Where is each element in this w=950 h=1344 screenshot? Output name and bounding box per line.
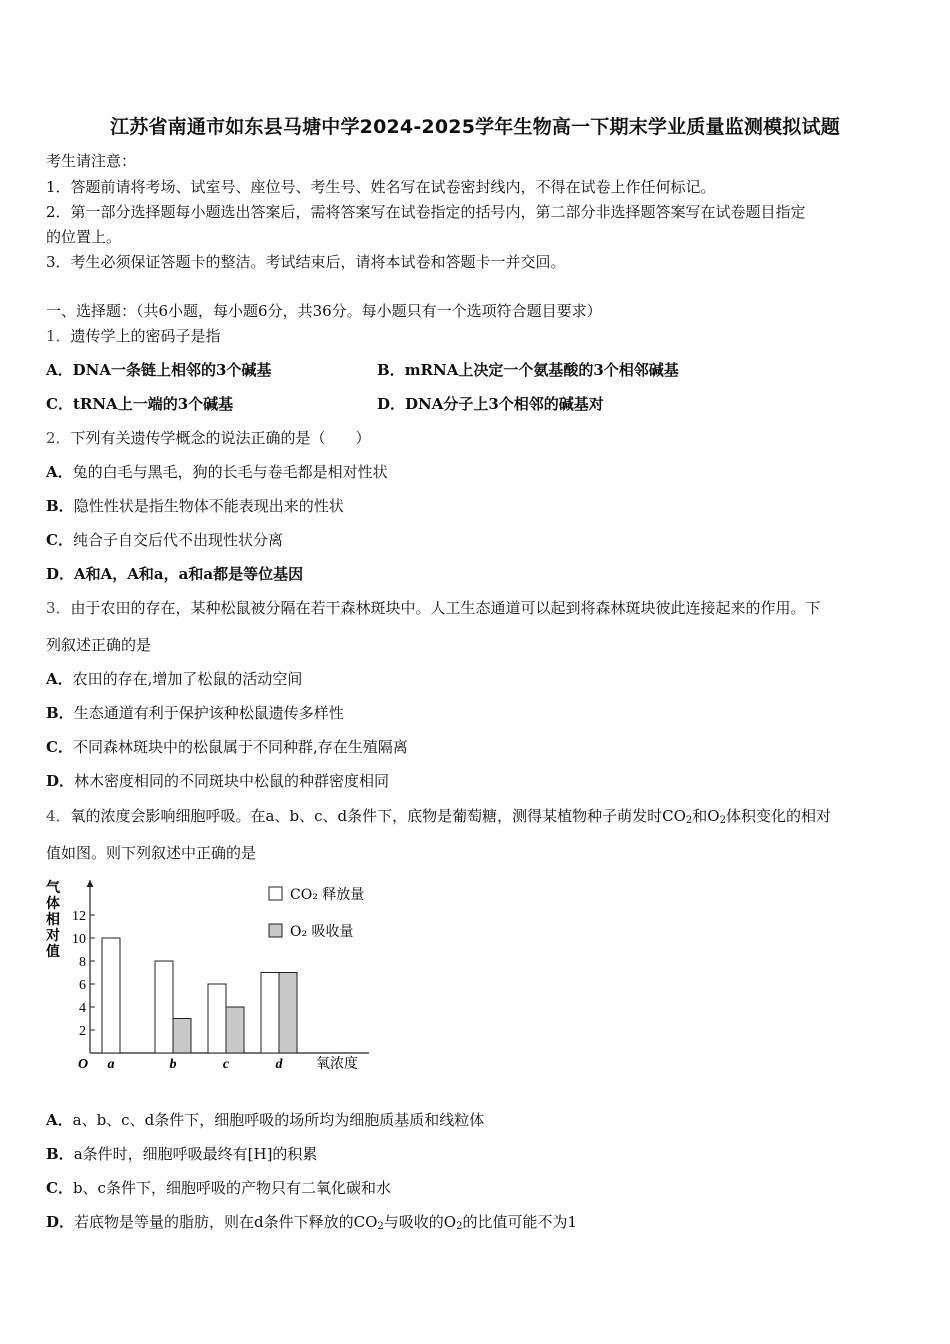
option-d	[46, 1212, 577, 1232]
option-text: 若底物是等量的脂肪，则在d条件下释放的CO	[74, 1213, 378, 1231]
option-label: D．	[46, 1213, 75, 1231]
notice-item: 的位置上。	[46, 228, 122, 246]
question-number: 3．	[46, 599, 71, 617]
option-label: A．	[46, 1111, 73, 1129]
option-label: C．	[46, 1179, 73, 1197]
option-text: 生态通道有利于保护该种松鼠遗传多样性	[73, 704, 344, 722]
legend-label: CO₂ 释放量	[290, 887, 365, 903]
co2-bar	[261, 973, 279, 1054]
bar-chart	[44, 872, 384, 1077]
question-stem-cont: 值如图。则下列叙述中正确的是	[46, 844, 257, 862]
option-a	[46, 462, 388, 482]
o2-bar	[226, 1007, 244, 1053]
y-axis-label-char: 体	[46, 896, 60, 912]
option-text: 农田的存在,增加了松鼠的活动空间	[72, 670, 303, 688]
question-stem: 和O	[692, 807, 720, 825]
y-tick-label: 8	[79, 955, 86, 970]
option-label: D．	[377, 395, 406, 413]
option-label: B．	[46, 497, 74, 515]
y-tick-label: 6	[79, 978, 86, 993]
option-text: a、b、c、d条件下，细胞呼吸的场所均为细胞质基质和线粒体	[72, 1111, 485, 1129]
option-label: D．	[46, 772, 75, 790]
co2-bar	[155, 961, 173, 1053]
x-tick-label: b	[169, 1057, 177, 1072]
subscript: 2	[456, 1221, 463, 1232]
section-heading: 一、选择题：（共6小题，每小题6分，共36分。每小题只有一个选项符合题目要求）	[46, 302, 602, 320]
option-label: A．	[46, 361, 73, 379]
subscript: 2	[377, 1221, 384, 1232]
o2-bar	[173, 1019, 191, 1054]
option-text: 与吸收的O	[383, 1213, 457, 1231]
question-1	[46, 326, 221, 346]
option-label: A．	[46, 463, 73, 481]
option-text: b、c条件下，细胞呼吸的产物只有二氧化碳和水	[72, 1179, 391, 1197]
question-number: 4．	[46, 807, 71, 825]
option-label: C．	[46, 531, 73, 549]
option-d	[377, 394, 604, 414]
option-b	[377, 360, 679, 380]
option-text: a条件时，细胞呼吸最终有[H]的积累	[73, 1145, 318, 1163]
origin-label: O	[78, 1057, 89, 1072]
legend-swatch-co2	[269, 887, 282, 900]
o2-bar	[279, 973, 297, 1054]
y-axis-label-char: 气	[46, 880, 60, 896]
question-stem: 下列有关遗传学概念的说法正确的是（ ）	[70, 429, 371, 447]
option-label: B．	[377, 361, 405, 379]
option-a	[46, 360, 271, 380]
option-text: 林木密度相同的不同斑块中松鼠的种群密度相同	[74, 772, 390, 790]
option-c	[46, 737, 408, 757]
option-b	[46, 703, 344, 723]
notice-item: 1．答题前请将考场、试室号、座位号、考生号、姓名写在试卷密封线内，不得在试卷上作任何标记。	[46, 178, 716, 196]
option-b	[46, 496, 344, 516]
y-tick-label: 4	[79, 1001, 86, 1016]
page-title: 江苏省南通市如东县马塘中学2024-2025学年生物高一下期末学业质量监测模拟试题	[110, 116, 840, 138]
co2-bar	[102, 938, 120, 1053]
option-label: A．	[46, 670, 73, 688]
option-a	[46, 1110, 484, 1130]
option-b	[46, 1144, 317, 1164]
option-c	[46, 1178, 391, 1198]
question-3	[46, 598, 821, 618]
question-number: 1．	[46, 327, 71, 345]
subscript: 2	[719, 815, 726, 826]
option-d	[46, 771, 389, 791]
option-label: B．	[46, 704, 74, 722]
option-label: B．	[46, 1145, 74, 1163]
y-tick-label: 12	[72, 909, 86, 924]
notice-item: 2．第一部分选择题每小题选出答案后，需将答案写在试卷指定的括号内，第二部分非选择题答案写在试卷题目指定	[46, 203, 806, 221]
question-number: 2．	[46, 429, 71, 447]
question-2	[46, 428, 371, 448]
option-text: 隐性性状是指生物体不能表现出来的性状	[73, 497, 344, 515]
option-c	[46, 394, 233, 414]
co2-bar	[208, 984, 226, 1053]
option-text: mRNA上决定一个氨基酸的3个相邻碱基	[404, 361, 679, 379]
option-text: tRNA上一端的3个碱基	[72, 395, 234, 413]
question-stem-cont: 列叙述正确的是	[46, 636, 152, 654]
notice-item: 3．考生必须保证答题卡的整洁。考试结束后，请将本试卷和答题卡一并交回。	[46, 253, 566, 271]
option-a	[46, 669, 302, 689]
option-text: 的比值可能不为1	[462, 1213, 578, 1231]
question-4	[46, 806, 831, 826]
option-d	[46, 564, 303, 584]
question-stem: 体积变化的相对	[725, 807, 831, 825]
x-tick-label: c	[222, 1057, 230, 1072]
y-axis-label-char: 值	[46, 944, 60, 960]
option-text: 不同森林斑块中的松鼠属于不同种群,存在生殖隔离	[72, 738, 408, 756]
question-stem: 遗传学上的密码子是指	[70, 327, 221, 345]
option-text: DNA分子上3个相邻的碱基对	[405, 395, 604, 413]
option-c	[46, 530, 283, 550]
x-tick-label: d	[275, 1057, 283, 1072]
legend-swatch-o2	[269, 924, 282, 937]
option-label: C．	[46, 738, 73, 756]
y-tick-label: 10	[72, 932, 86, 947]
y-tick-label: 2	[79, 1024, 86, 1039]
option-text: 纯合子自交后代不出现性状分离	[72, 531, 283, 549]
y-axis-label-char: 对	[46, 928, 60, 944]
option-label: D．	[46, 565, 75, 583]
x-tick-label: a	[107, 1057, 115, 1072]
option-label: C．	[46, 395, 73, 413]
question-stem: 氧的浓度会影响细胞呼吸。在a、b、c、d条件下，底物是葡萄糖，测得某植物种子萌发时CO	[70, 807, 686, 825]
subscript: 2	[685, 815, 693, 826]
legend-label: O₂ 吸收量	[290, 924, 354, 940]
option-text: A和A，A和a，a和a都是等位基因	[74, 565, 304, 583]
y-axis-arrow	[87, 880, 94, 887]
option-text: DNA一条链上相邻的3个碱基	[72, 361, 272, 379]
option-text: 兔的白毛与黑毛，狗的长毛与卷毛都是相对性状	[72, 463, 388, 481]
y-axis-label-char: 相	[46, 912, 60, 928]
x-axis-label: 氧浓度	[316, 1056, 358, 1072]
notice-heading: 考生请注意：	[46, 152, 137, 170]
question-stem: 由于农田的存在，某种松鼠被分隔在若干森林斑块中。人工生态通道可以起到将森林斑块彼此连接起来的作用。下	[70, 599, 821, 617]
